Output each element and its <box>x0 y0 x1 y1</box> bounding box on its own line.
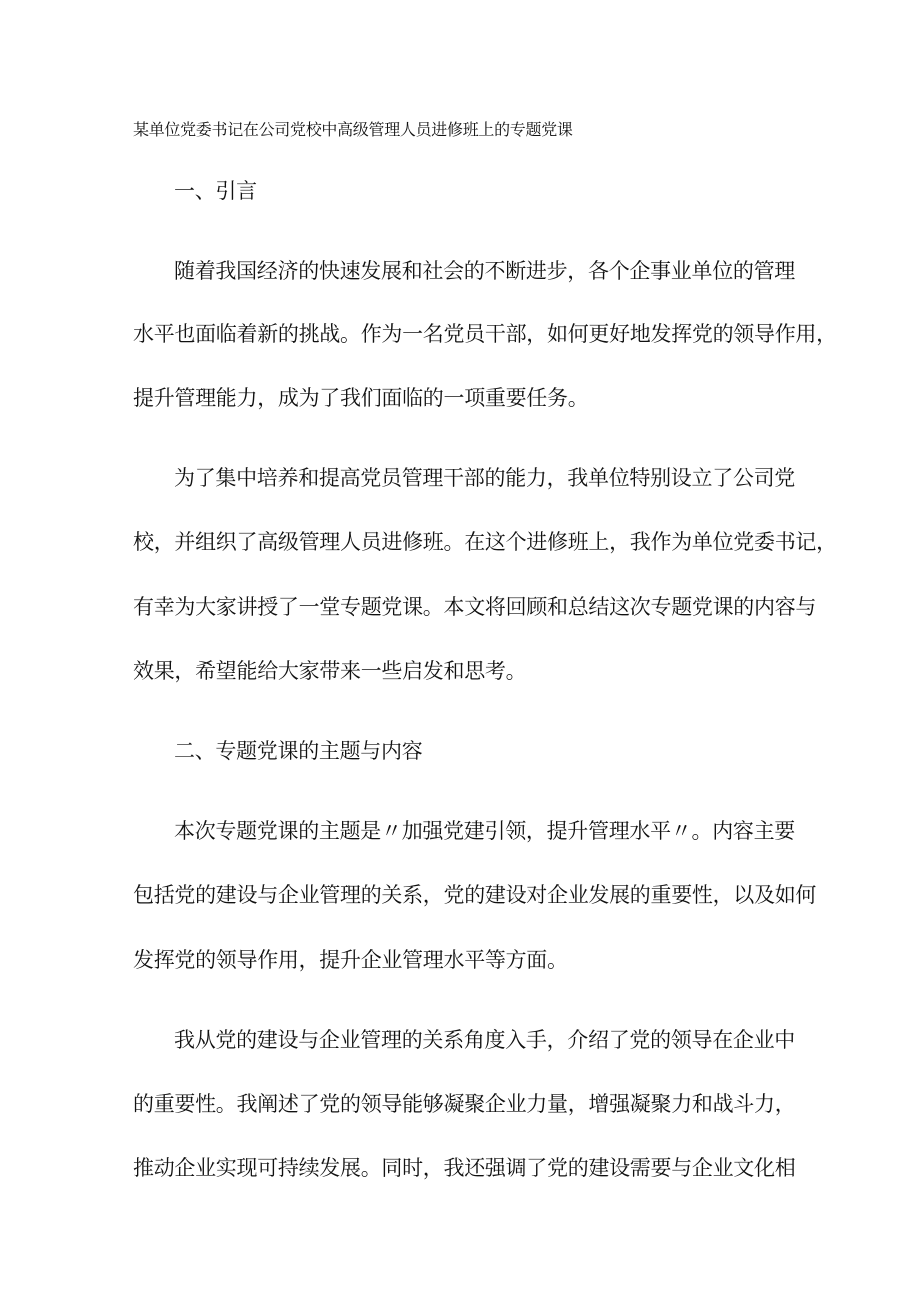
paragraph-line: 水平也面临着新的挑战。作为一名党员干部，如何更好地发挥党的领导作用， <box>133 322 837 346</box>
paragraph-line: 有幸为大家讲授了一堂专题党课。本文将回顾和总结这次专题党课的内容与 <box>133 595 817 619</box>
paragraph-line: 的重要性。我阐述了党的领导能够凝聚企业力量，增强凝聚力和战斗力， <box>133 1092 796 1116</box>
paragraph-line: 发挥党的领导作用，提升企业管理水平等方面。 <box>133 948 568 972</box>
paragraph-line: 包括党的建设与企业管理的关系，党的建设对企业发展的重要性，以及如何 <box>133 883 817 907</box>
paragraph-line: 随着我国经济的快速发展和社会的不断进步，各个企事业单位的管理 <box>174 259 795 283</box>
paragraph-line: 提升管理能力，成为了我们面临的一项重要任务。 <box>133 386 589 410</box>
paragraph-line: 为了集中培养和提高党员管理干部的能力，我单位特别设立了公司党 <box>174 466 795 490</box>
paragraph-line: 我从党的建设与企业管理的关系角度入手，介绍了党的领导在企业中 <box>174 1028 795 1052</box>
paragraph-line: 校，并组织了高级管理人员进修班。在这个进修班上，我作为单位党委书记， <box>133 530 837 554</box>
document-title: 某单位党委书记在公司党校中高级管理人员进修班上的专题党课 <box>133 120 573 139</box>
paragraph-line: 效果，希望能给大家带来一些启发和思考。 <box>133 659 527 683</box>
section-heading-theme-content: 二、专题党课的主题与内容 <box>174 739 423 763</box>
paragraph-line: 推动企业实现可持续发展。同时，我还强调了党的建设需要与企业文化相 <box>133 1156 796 1180</box>
paragraph-line: 本次专题党课的主题是〃加强党建引领，提升管理水平〃。内容主要 <box>174 819 795 843</box>
section-heading-introduction: 一、引言 <box>174 179 257 203</box>
